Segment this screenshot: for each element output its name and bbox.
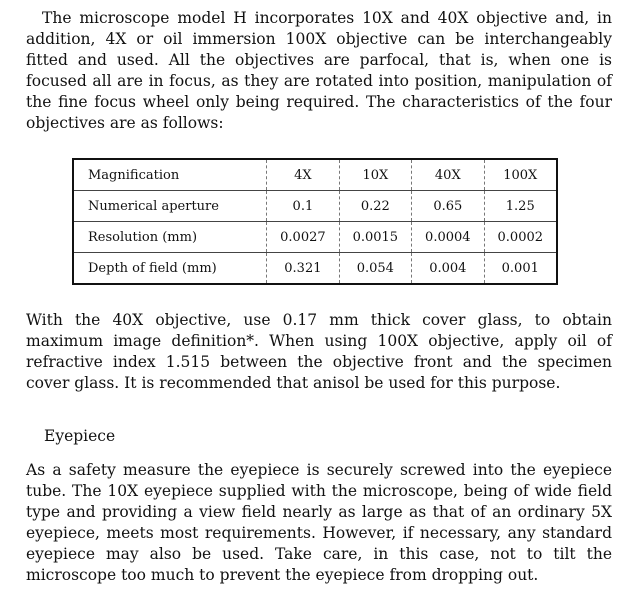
cover-glass-paragraph: With the 40X objective, use 0.17 mm thick cover glass, to obtain maximum image definition*. When using 100X objective, apply oil of refractive index 1.515 between the objective front and the specimen cover glass. It is recommended that anisol be used for this purpose. bbox=[26, 311, 612, 392]
row-label: Numerical aperture bbox=[73, 191, 267, 222]
table-row-numerical-aperture bbox=[73, 191, 557, 222]
table-cell: 0.0004 bbox=[412, 222, 484, 253]
row-label: Depth of field (mm) bbox=[88, 260, 217, 276]
table-cell: 0.001 bbox=[484, 253, 557, 285]
section-heading-eyepiece: Eyepiece bbox=[44, 427, 116, 445]
table-row-magnification bbox=[73, 159, 557, 191]
row-label: Resolution (mm) bbox=[73, 222, 267, 253]
table-cell: 10X bbox=[339, 159, 411, 191]
table-cell: 0.0002 bbox=[484, 222, 557, 253]
table-row-resolution bbox=[73, 222, 557, 253]
table-cell: 4X bbox=[267, 159, 339, 191]
table-cell: 0.22 bbox=[339, 191, 411, 222]
table-cell: 0.321 bbox=[267, 253, 339, 285]
table-cell: 0.0027 bbox=[267, 222, 339, 253]
table-cell: 40X bbox=[412, 159, 484, 191]
table-cell: 100X bbox=[484, 159, 557, 191]
table-cell: 0.004 bbox=[412, 253, 484, 285]
eyepiece-paragraph: As a safety measure the eyepiece is securely screwed into the eyepiece tube. The 10X eyepiece supplied with the microscope, being of wide field type and providing a view field nearly as large as that of an ordinary 5X eyepiece, meets most requirements. However, if necessary, any standard eyepiece may also be used. Take care, in this case, not to tilt the microscope too much to prevent the eyepiece from dropping out. bbox=[26, 461, 612, 584]
table-cell: 0.0015 bbox=[339, 222, 411, 253]
objective-characteristics-table bbox=[72, 158, 558, 285]
table-cell: 1.25 bbox=[484, 191, 557, 222]
row-label: Magnification bbox=[73, 159, 267, 191]
table-cell: 0.65 bbox=[412, 191, 484, 222]
table-row-depth-of-field bbox=[73, 253, 557, 285]
table-cell: 0.1 bbox=[267, 191, 339, 222]
intro-paragraph: The microscope model H incorporates 10X and 40X objective and, in addition, 4X or oil immersion 100X objective can be interchangeably fitted and used. All the objectives are parfocal, that is, when one is focused all are in focus, as they are rotated into position, manipulation of the fine focus wheel only being required. The characteristics of the four objectives are as follows: bbox=[26, 9, 612, 132]
table-cell: 0.054 bbox=[339, 253, 411, 285]
